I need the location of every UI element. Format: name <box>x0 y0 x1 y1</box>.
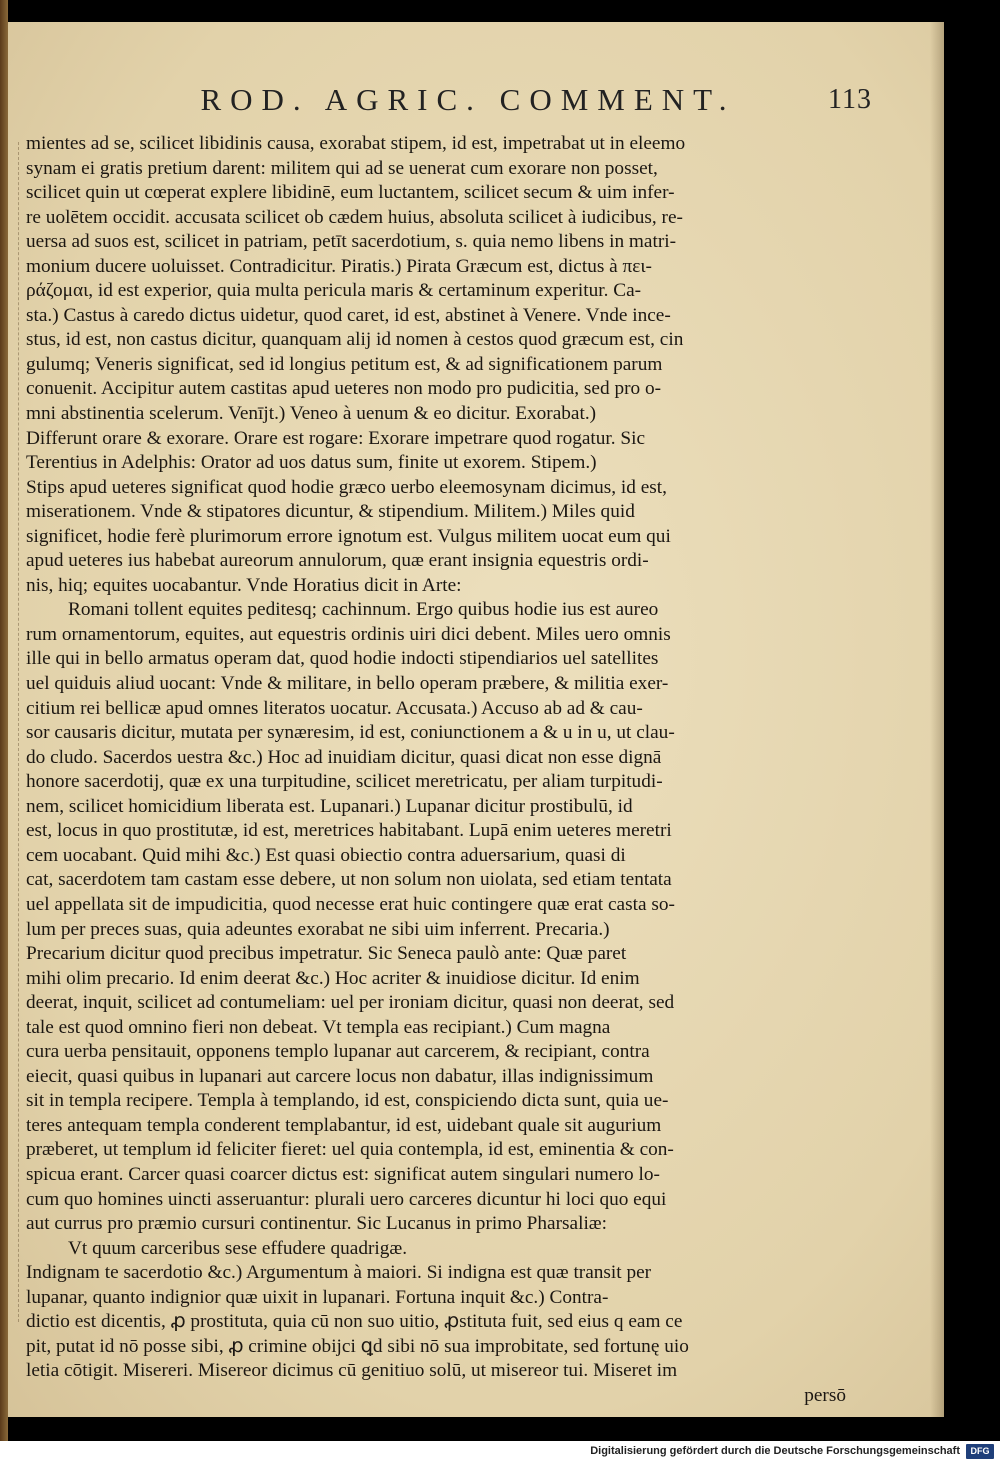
verse-line: Vt quum carceribus sese effudere quadrigæ. <box>68 1237 408 1259</box>
text-line: mihi olim precario. Id enim deerat &c.) Hoc acriter & inuidiose dicitur. Id enim <box>26 967 640 989</box>
commentary-text <box>26 132 906 1408</box>
text-line: cum quo homines uincti asseruantur: plurali uero carceres dicuntur hi loci quo equi <box>26 1188 667 1210</box>
text-line: rum ornamentorum, equites, aut equestris ordinis uiri dici debent. Miles uero omnis <box>26 623 671 645</box>
text-line: cem uocabant. Quid mihi &c.) Est quasi obiectio contra aduersarium, quasi di <box>26 844 626 866</box>
text-line: nem, scilicet homicidium liberata est. Lupanari.) Lupanar dicitur prostibulū, id <box>26 795 633 817</box>
text-line: teres antequam templa conderent templabantur, id est, uidebant quale sit augurium <box>26 1114 662 1136</box>
text-line: sit in templa recipere. Templa à templando, id est, conspiciendo dicta sunt, quia ue- <box>26 1090 669 1112</box>
book-edge <box>0 0 8 1441</box>
text-line: deerat, inquit, scilicet ad contumeliam: uel per ironiam dicitur, quasi non deerat, sed <box>26 992 675 1014</box>
funding-notice: Digitalisierung gefördert durch die Deutsche Forschungsgemeinschaft <box>590 1445 960 1457</box>
text-line: apud ueteres ius habebat aureorum annulorum, quæ erant insignia equestris ordi- <box>26 550 649 572</box>
text-line: spicua erant. Carcer quasi coarcer dictus est: significat autem singulari numero lo- <box>26 1163 660 1185</box>
book-page <box>8 22 944 1417</box>
text-line: uel quiduis aliud uocant: Vnde & militare, in bello operam præbere, & militia exer- <box>26 673 669 695</box>
text-line: re uolētem occidit. accusata scilicet ob cædem huius, absoluta scilicet à iudicibus, re- <box>26 206 683 228</box>
running-head: ROD. AGRIC. COMMENT. <box>200 82 736 117</box>
text-line: gulumq; Veneris significat, sed id longius petitum est, & ad significationem parum <box>26 353 663 375</box>
text-line: nis, hiq; equites uocabantur. Vnde Horatius dicit in Arte: <box>26 574 462 596</box>
dfg-logo-icon: DFG <box>966 1444 994 1459</box>
text-line: conuenit. Accipitur autem castitas apud ueteres non modo pro pudicitia, sed pro o- <box>26 378 662 400</box>
text-line: Differunt orare & exorare. Orare est rogare: Exorare impetrare quod rogatur. Sic <box>26 427 646 449</box>
footer-bar <box>0 1441 1000 1464</box>
gutter-marks <box>18 142 25 1322</box>
text-line: Stips apud ueteres significat quod hodie græco uerbo eleemosynam dicimus, id est, <box>26 476 667 498</box>
text-line: lupanar, quanto indignior quæ uixit in lupanari. Fortuna inquit &c.) Contra- <box>26 1286 609 1308</box>
text-line: sta.) Castus à caredo dictus uidetur, quod caret, id est, abstinet à Venere. Vnde ince- <box>26 304 671 326</box>
text-line: præberet, ut templum id feliciter fieret: uel quia contempla, id est, eminentia & con- <box>26 1139 674 1161</box>
text-line: miserationem. Vnde & stipatores dicuntur, & stipendium. Militem.) Miles quid <box>26 501 635 523</box>
text-line: uel appellata sit de impudicitia, quod necesse erat huic contingere quæ erat casta so- <box>26 893 675 915</box>
text-line: eiecit, quasi quibus in lupanari aut carcere locus non dabatur, illas indignissimum <box>26 1065 654 1087</box>
text-line: letia cōtigit. Misereri. Misereor dicimus cū genitiuo solū, ut misereor tui. Miseret im <box>26 1360 678 1382</box>
text-line: mientes ad se, scilicet libidinis causa, exorabat stipem, id est, impetrabat ut in eleemo <box>26 133 686 154</box>
text-line: monium ducere uoluisset. Contradicitur. Piratis.) Pirata Græcum est, dictus à πει- <box>26 255 652 277</box>
text-line: Terentius in Adelphis: Orator ad uos datus sum, finite ut exorem. Stipem.) <box>26 452 597 474</box>
text-line: aut currus pro præmio cursuri continentur. Sic Lucanus in primo Pharsaliæ: <box>26 1213 608 1235</box>
page-shadow <box>930 22 944 1417</box>
text-line: scilicet quin ut cœperat explere libidinē, eum luctantem, scilicet secum & uim infer- <box>26 182 675 204</box>
text-line: ράζομαι, id est experior, quia multa pericula maris & certaminum experitur. Ca- <box>26 280 642 302</box>
text-line: lum per preces suas, quia adeuntes exorabat ne sibi uim inferrent. Precaria.) <box>26 918 610 940</box>
verse-line: Romani tollent equites peditesq; cachinnum. Ergo quibus hodie ius est aureo <box>68 599 659 621</box>
text-line: tale est quod omnino fieri non debeat. Vt templa eas recipiant.) Cum magna <box>26 1016 611 1038</box>
text-line: ille qui in bello armatus operam dat, quod hodie indocti stipendiarios uel satellites <box>26 648 659 670</box>
text-line: synam ei gratis pretium darent: militem qui ad se uenerat cum exorare non posset, <box>26 157 658 179</box>
text-line: dictio est dicentis, ꝓ prostituta, quia cū non suo uitio, ꝓstituta fuit, sed eius q eam ce <box>26 1311 683 1333</box>
text-line: est, locus in quo prostitutæ, id est, meretrices habitabant. Lupā enim ueteres meretri <box>26 820 672 842</box>
text-line: mni abstinentia scelerum. Venījt.) Veneo à uenum & eo dicitur. Exorabat.) <box>26 403 597 425</box>
text-line: honore sacerdotij, quæ ex una turpitudine, scilicet meretricatu, per aliam turpitudi- <box>26 771 663 793</box>
text-line: significet, hodie ferè plurimorum errore ignotum est. Vulgus militem uocat eum qui <box>26 525 671 547</box>
text-line: Indignam te sacerdotio &c.) Argumentum à maiori. Si indigna est quæ transit per <box>26 1262 652 1284</box>
text-line: cura uerba pensitauit, opponens templo lupanar aut carcerem, & recipiant, contra <box>26 1041 650 1063</box>
catchword: persō <box>804 1384 846 1406</box>
text-line: cat, sacerdotem tam castam esse debere, ut non solum non uiolata, sed etiam tentata <box>26 869 672 891</box>
text-line: uersa ad suos est, scilicet in patriam, petīt sacerdotium, s. quia nemo libens in matri- <box>26 231 677 253</box>
text-line: sor causaris dicitur, mutata per synæresim, id est, coniunctionem a & u in u, ut clau- <box>26 722 675 744</box>
text-line: stus, id est, non castus dicitur, quanquam alij id nomen à cestos quod græcum est, cin <box>26 329 684 351</box>
text-line: do cludo. Sacerdos uestra &c.) Hoc ad inuidiam dicitur, quasi dicat non esse dignā <box>26 746 662 768</box>
text-line: pit, putat id nō posse sibi, ꝓ crimine obijci ꝗd sibi nō sua improbitate, sed fortunę uio <box>26 1335 689 1357</box>
text-line: Precarium dicitur quod precibus impetratur. Sic Seneca paulò ante: Quæ paret <box>26 943 627 965</box>
text-line: citium rei bellicæ apud omnes literatos uocatur. Accusata.) Accuso ab ad & cau- <box>26 697 643 719</box>
page-number: 113 <box>828 84 872 115</box>
